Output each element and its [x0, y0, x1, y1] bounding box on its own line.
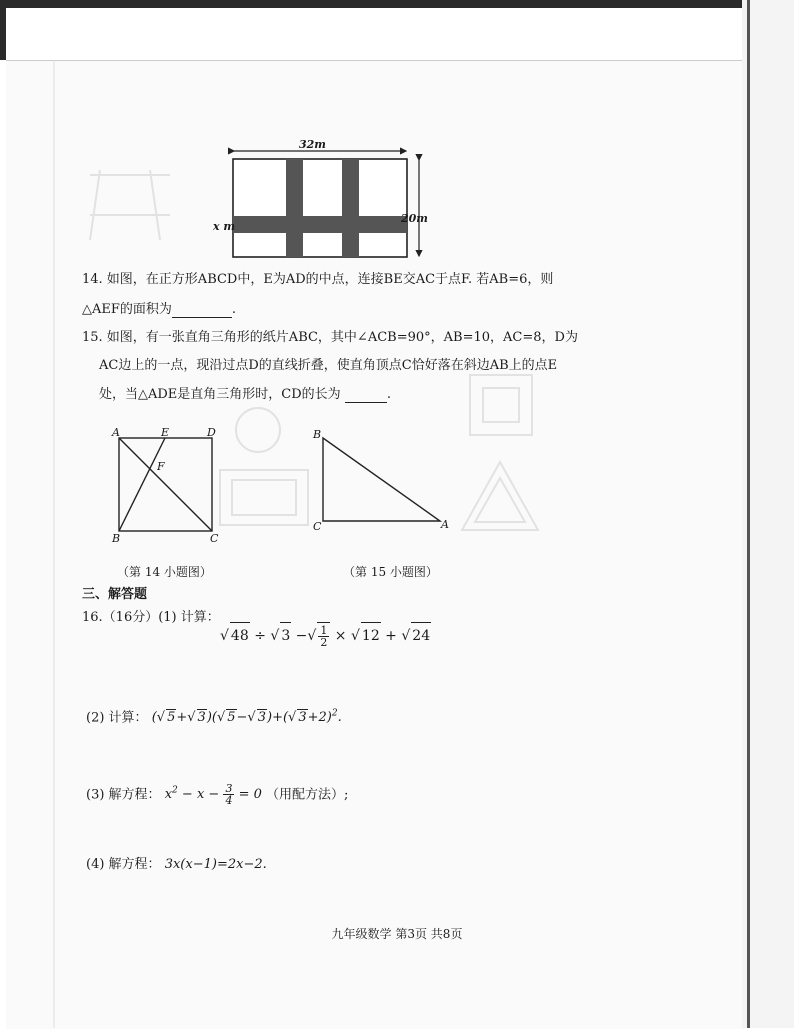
segment-be	[119, 438, 165, 531]
expr1-radicand-3: 3	[280, 622, 291, 649]
q16-header: 16.（16分）(1) 计算：	[82, 610, 220, 625]
fig14-label-e: E	[161, 426, 170, 439]
q14-period: .	[231, 302, 237, 317]
q16-part2-expr: (√ 5+√ 3)(√ 5−√ 3)+(√ 3+2)$^2$.	[151, 709, 342, 726]
fig15-triangle-diagram	[310, 424, 450, 534]
fig14-caption: （第 14 小题图）	[117, 565, 212, 579]
q14-answer-blank[interactable]	[172, 305, 232, 318]
q15-line2: AC边上的一点，现沿过点D的直线折叠，使直角顶点C恰好落在斜边AB上的点E	[99, 358, 558, 373]
section3-title: 三、解答题	[82, 587, 148, 602]
vertical-road-1	[286, 159, 303, 257]
q16-part3-label: (3) 解方程：	[86, 787, 161, 803]
vertical-road-2	[342, 159, 359, 257]
q16-expr1: √ 48 ÷ √ 3 −√ $\frac{1}{2}$ × √ 12 + √ 24	[220, 623, 431, 649]
q16-part2-label: (2) 计算：	[86, 710, 148, 726]
fig15-caption: （第 15 小题图）	[343, 565, 438, 579]
q16-part4-label: (4) 解方程：	[86, 857, 161, 872]
fig15-label-a: A	[441, 518, 449, 531]
q15-line3	[99, 387, 391, 403]
fig15-label-c: C	[313, 520, 322, 533]
q15-answer-blank[interactable]	[345, 390, 387, 403]
triangle-abc	[323, 438, 440, 521]
fig14-label-f: F	[157, 460, 165, 473]
expr1-radicand-24: 24	[411, 622, 431, 649]
fig14-label-b: B	[112, 532, 121, 545]
road-field-figure	[200, 132, 440, 262]
page-footer: 九年级数学 第3页 共8页	[331, 927, 463, 941]
expr1-frac-den: 2	[320, 635, 328, 649]
expr1-radicand-48: 48	[230, 622, 250, 649]
q16-part4	[86, 857, 267, 873]
field-rect	[233, 159, 407, 257]
q14-prompt: △AEF的面积为	[82, 302, 172, 317]
q14-line1: 14. 如图，在正方形ABCD中，E为AD的中点，连接BE交AC于点F. 若AB=6，则	[82, 272, 554, 287]
fig14-label-d: D	[207, 426, 216, 439]
fig14-label-c: C	[210, 532, 219, 545]
q16-part3-expr: $x^2 - x$ − $\frac{3}{4}$ = 0	[164, 782, 262, 808]
expr1-frac-num: 1	[320, 623, 328, 637]
q16-part2	[86, 706, 342, 726]
dim-road-label: x m	[213, 220, 236, 233]
fig15-label-b: B	[313, 428, 322, 441]
fig14-label-a: A	[112, 426, 120, 439]
q15-period: .	[386, 387, 391, 402]
binding-margin	[30, 140, 52, 920]
q16-part3	[86, 780, 348, 806]
q16-part3-note: （用配方法）;	[266, 787, 349, 803]
q15-line1: 15. 如图，有一张直角三角形的纸片ABC，其中∠ACB=90°，AB=10，AC=8，D为	[82, 330, 578, 345]
q15-prompt: 处，当△ADE是直角三角形时，CD的长为	[99, 387, 341, 402]
q14-line2	[82, 302, 236, 318]
dim-width-label: 32m	[299, 138, 326, 151]
diagonal-ac	[119, 438, 212, 531]
horizontal-road	[233, 216, 407, 233]
expr1-radicand-12: 12	[361, 622, 381, 649]
dim-height-label: 20m	[401, 212, 428, 225]
q16-part4-expr: 3x(x−1)=2x−2.	[164, 857, 267, 872]
